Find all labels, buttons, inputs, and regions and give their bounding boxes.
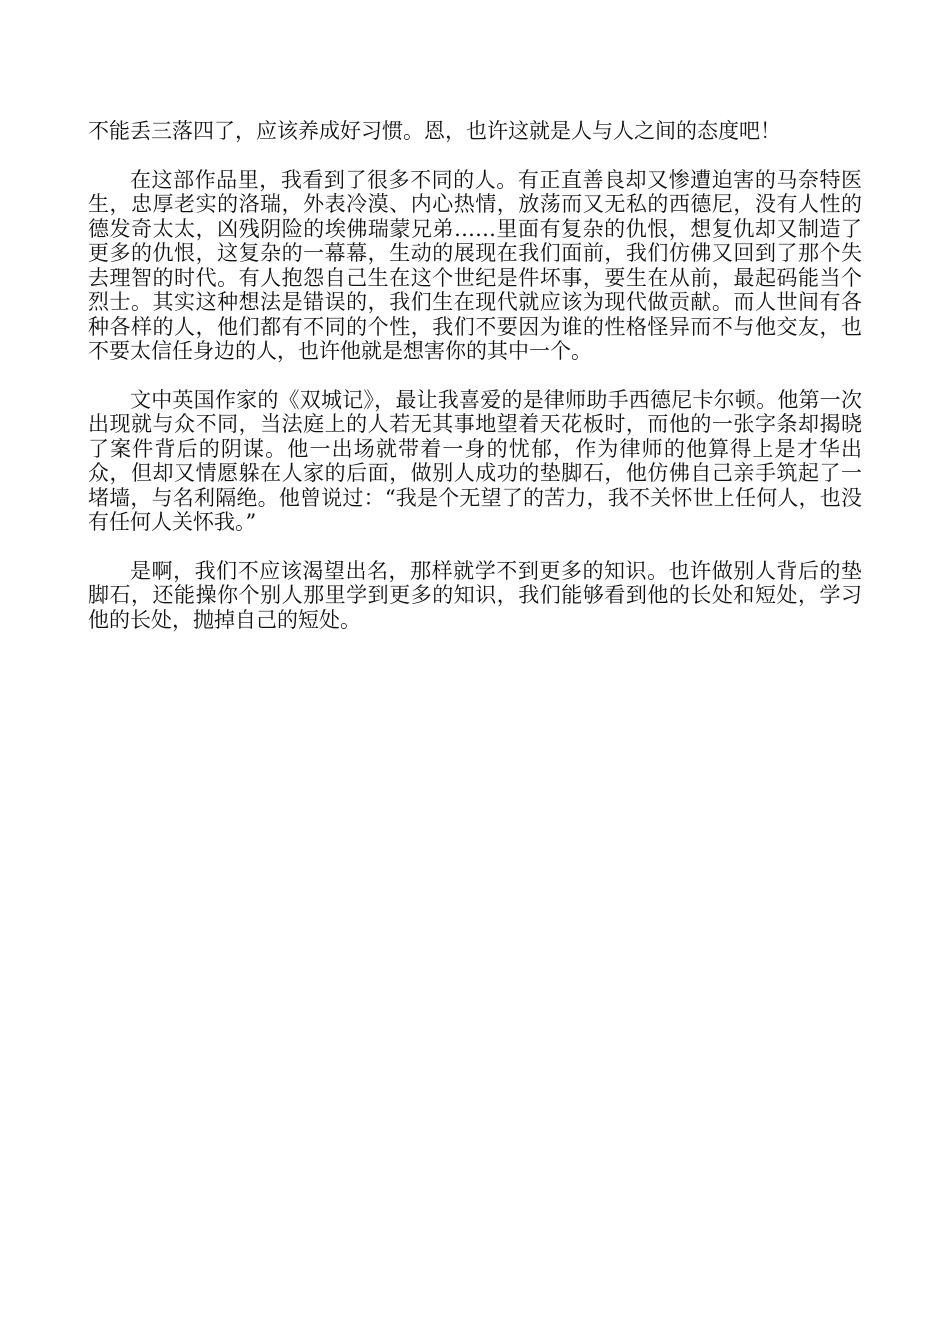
paragraph-2: 在这部作品里，我看到了很多不同的人。有正直善良却又惨遭迫害的马奈特医生，忠厚老实的洛瑞，外表冷漠、内心热情，放荡而又无私的西德尼，没有人性的德发奇太太，凶残阴险的埃佛瑞蒙兄弟……里面有复杂的仇恨，想复仇却又制造了更多的仇恨，这复杂的一幕幕，生动的展现在我们面前，我们仿佛又回到了那个失去理智的时代。有人抱怨自己生在这个世纪是件坏事，要生在从前，最起码能当个烈士。其实这种想法是错误的，我们生在现代就应该为现代做贡献。而人世间有各种各样的人，他们都有不同的个性，我们不要因为谁的性格怪异而不与他交友，也不要太信任身边的人，也许他就是想害你的其中一个。 — [88, 167, 862, 363]
paragraph-4: 是啊，我们不应该渴望出名，那样就学不到更多的知识。也许做别人背后的垫脚石，还能操你个别人那里学到更多的知识，我们能够看到他的长处和短处，学习他的长处，抛掉自己的短处。 — [88, 558, 862, 632]
paragraph-1: 不能丢三落四了，应该养成好习惯。恩，也许这就是人与人之间的态度吧！ — [88, 119, 781, 143]
paragraph-3: 文中英国作家的《双城记》，最让我喜爱的是律师助手西德尼卡尔顿。他第一次出现就与众不同，当法庭上的人若无其事地望着天花板时，而他的一张字条却揭晓了案件背后的阴谋。他一出场就带着一身的忧郁，作为律师的他算得上是才华出众，但却又情愿躲在人家的后面，做别人成功的垫脚石，他仿佛自己亲手筑起了一堵墙，与名利隔绝。他曾说过：“我是个无望了的苦力，我不关怀世上任何人，也没有任何人关怀我。” — [88, 387, 862, 534]
document-body — [88, 119, 862, 656]
